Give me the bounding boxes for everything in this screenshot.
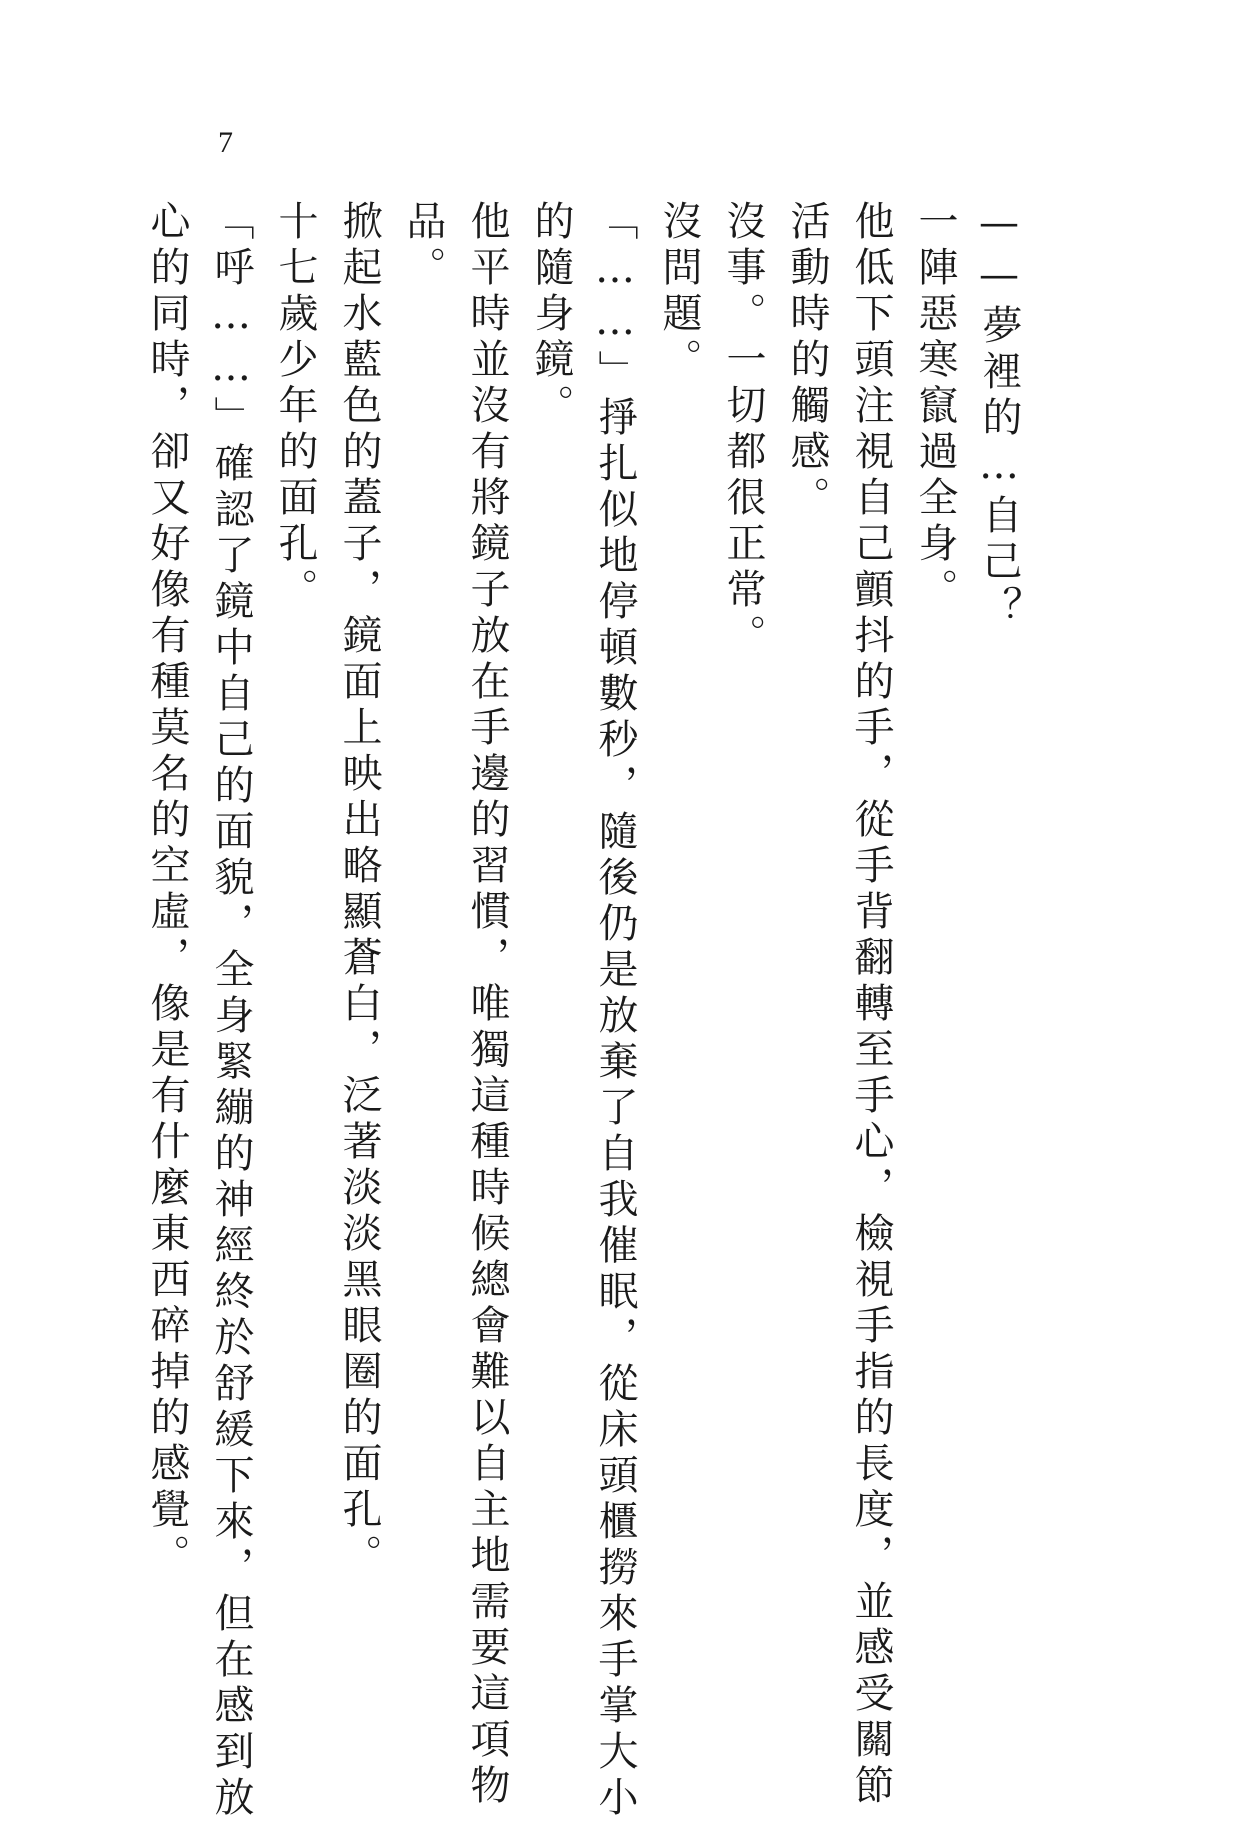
text-line: 「呼……」確認了鏡中自己的面貌，全身緊繃的神經終於舒緩下來，但在感到放 <box>208 200 254 1822</box>
text-line: 「……」掙扎似地停頓數秒，隨後仍是放棄了自我催眠，從床頭櫃撈來手掌大小 <box>592 200 638 1822</box>
text-line: 沒事。一切都很正常。 <box>720 200 766 660</box>
text-line: 的隨身鏡。 <box>528 200 574 430</box>
text-line: ——夢裡的…自己？ <box>976 200 1022 632</box>
text-line: 心的同時，卻又好像有種莫名的空虛，像是有什麼東西碎掉的感覺。 <box>144 200 190 1580</box>
text-line: 他低下頭注視自己顫抖的手，從手背翻轉至手心，檢視手指的長度，並感受關節 <box>848 200 894 1810</box>
text-line: 他平時並沒有將鏡子放在手邊的習慣，唯獨這種時候總會難以自主地需要這項物 <box>464 200 510 1810</box>
text-line: 一陣惡寒竄過全身。 <box>912 200 958 614</box>
page-number: 7 <box>218 126 233 159</box>
text-line: 活動時的觸感。 <box>784 200 830 522</box>
text-line: 沒問題。 <box>656 200 702 384</box>
vertical-text-block <box>135 200 1031 1822</box>
text-line: 品。 <box>400 200 446 292</box>
text-line: 十七歲少年的面孔。 <box>272 200 318 614</box>
text-line: 掀起水藍色的蓋子，鏡面上映出略顯蒼白，泛著淡淡黑眼圈的面孔。 <box>336 200 382 1580</box>
